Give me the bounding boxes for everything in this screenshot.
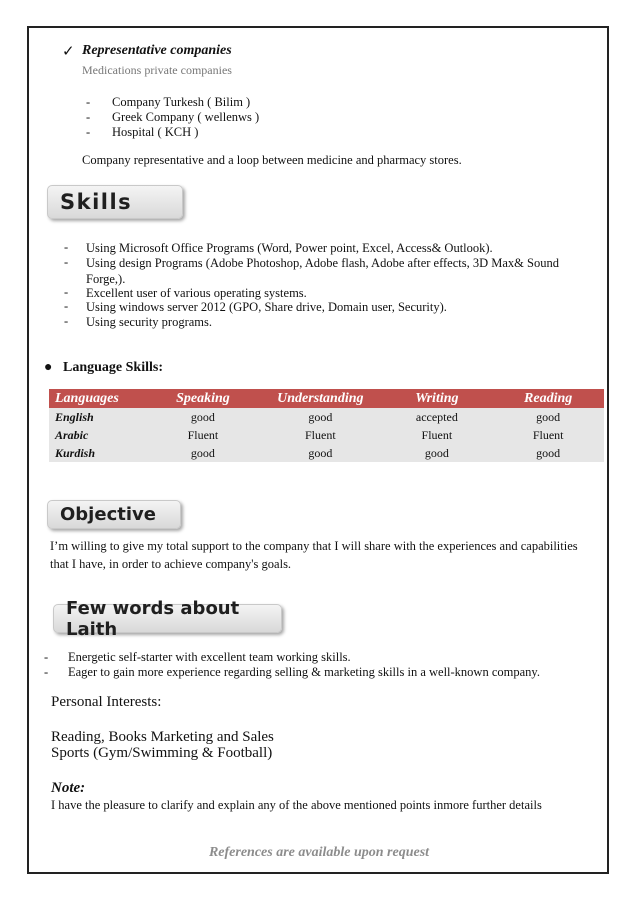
column-header: Reading — [492, 389, 604, 408]
representative-description: Company representative and a loop between medicine and pharmacy stores. — [82, 153, 462, 167]
objective-heading: Objective — [47, 500, 181, 529]
interest-item: Sports (Gym/Swimming & Football) — [51, 745, 273, 761]
objective-text: I’m willing to give my total support to the company that I will share with the experiences and capabilities that I have, in order to achieve company's goals. — [50, 539, 578, 571]
references-footer: References are available upon request — [208, 845, 430, 860]
about-heading: Few words about Laith — [53, 604, 282, 633]
table-row: Arabic Fluent Fluent Fluent Fluent — [49, 426, 604, 444]
interests-title: Personal Interests: — [51, 694, 162, 710]
representative-subtitle: Medications private companies — [82, 63, 232, 77]
checkmark-icon: ✓ — [62, 42, 75, 60]
table-row: English good good accepted good — [49, 408, 604, 426]
representative-title: Representative companies — [82, 43, 232, 58]
interest-item: Reading, Books Marketing and Sales — [51, 729, 274, 745]
column-header: Languages — [49, 389, 147, 408]
table-row: Kurdish good good good good — [49, 444, 604, 462]
bullet-icon: ● — [44, 360, 53, 375]
column-header: Understanding — [259, 389, 381, 408]
language-title: Language Skills: — [63, 360, 163, 375]
note-label: Note: — [51, 780, 86, 796]
skills-heading: Skills — [47, 185, 183, 219]
note-text: I have the pleasure to clarify and explain any of the above mentioned points inmore further details — [51, 798, 542, 812]
column-header: Speaking — [147, 389, 260, 408]
language-table — [49, 389, 604, 462]
column-header: Writing — [381, 389, 492, 408]
table-header-row — [49, 389, 604, 408]
